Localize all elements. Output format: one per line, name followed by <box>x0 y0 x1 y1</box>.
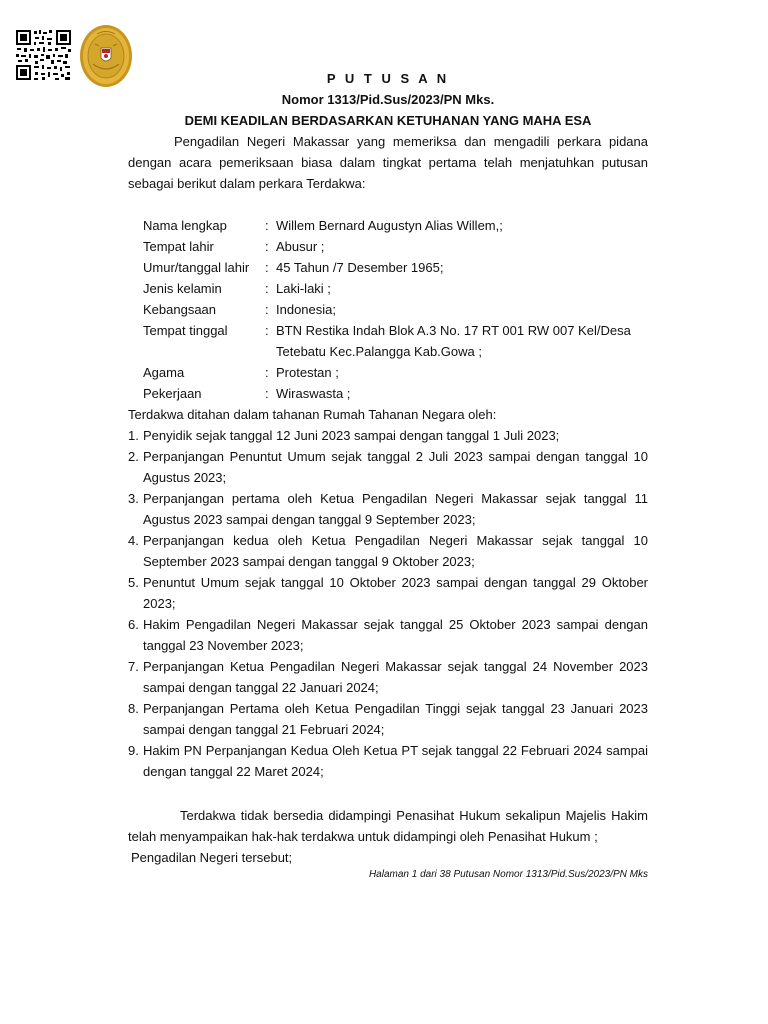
identity-label: Pekerjaan <box>143 386 202 401</box>
colon: : <box>265 386 269 401</box>
identity-value: Indonesia; <box>276 302 336 317</box>
identity-row-name <box>143 215 636 236</box>
legal-counsel-paragraph: Terdakwa tidak bersedia didampingi Penasihat Hukum sekalipun Majelis Hakim telah menyampaikan hak-hak terdakwa untuk didampingi oleh Penasihat Hukum ; <box>128 808 648 844</box>
item-number: 5. <box>128 575 139 590</box>
item-number: 8. <box>128 701 139 716</box>
identity-label: Tempat tinggal <box>143 323 228 338</box>
colon: : <box>265 281 269 296</box>
list-item <box>128 698 648 740</box>
identity-row-address <box>143 320 636 362</box>
court-line: Pengadilan Negeri tersebut; <box>131 850 293 865</box>
item-text: Hakim PN Perpanjangan Kedua Oleh Ketua PT sejak tanggal 22 Februari 2024 sampai dengan tanggal 22 Maret 2024; <box>143 743 648 779</box>
identity-value: Abusur ; <box>276 239 325 254</box>
list-item <box>128 656 648 698</box>
item-text: Perpanjangan Ketua Pengadilan Negeri Makassar sejak tanggal 24 November 2023 sampai dengan tanggal 22 Januari 2024; <box>143 659 648 695</box>
item-text: Penuntut Umum sejak tanggal 10 Oktober 2023 sampai dengan tanggal 29 Oktober 2023; <box>143 575 648 611</box>
identity-label: Kebangsaan <box>143 302 217 317</box>
identity-label: Umur/tanggal lahir <box>143 260 250 275</box>
identity-label: Jenis kelamin <box>143 281 222 296</box>
case-number: Nomor 1313/Pid.Sus/2023/PN Mks. <box>281 92 495 107</box>
identity-label: Nama lengkap <box>143 218 227 233</box>
identity-row-age <box>143 257 636 278</box>
colon: : <box>265 260 269 275</box>
invocation-heading: DEMI KEADILAN BERDASARKAN KETUHANAN YANG MAHA ESA <box>184 113 592 128</box>
colon: : <box>265 302 269 317</box>
list-item <box>128 446 648 488</box>
item-text: Perpanjangan Pertama oleh Ketua Pengadilan Tinggi sejak tanggal 23 Januari 2023 sampai dengan tanggal 21 Februari 2024; <box>143 701 648 737</box>
list-item <box>128 740 648 782</box>
colon: : <box>265 218 269 233</box>
identity-value: Protestan ; <box>276 365 339 380</box>
item-number: 3. <box>128 491 139 506</box>
item-number: 1. <box>128 428 139 443</box>
item-number: 4. <box>128 533 139 548</box>
item-number: 7. <box>128 659 139 674</box>
item-text: Hakim Pengadilan Negeri Makassar sejak tanggal 25 Oktober 2023 sampai dengan tanggal 23 November 2023; <box>143 617 648 653</box>
qr-code <box>15 29 72 81</box>
colon: : <box>265 239 269 254</box>
defendant-identity <box>143 215 636 404</box>
item-number: 6. <box>128 617 139 632</box>
list-item <box>128 572 648 614</box>
identity-value: 45 Tahun /7 Desember 1965; <box>276 260 444 275</box>
identity-row-birthplace <box>143 236 636 257</box>
identity-row-religion <box>143 362 636 383</box>
identity-row-nationality <box>143 299 636 320</box>
colon: : <box>265 365 269 380</box>
page-footer: Halaman 1 dari 38 Putusan Nomor 1313/Pid.Sus/2023/PN Mks <box>368 869 648 880</box>
item-text: Penyidik sejak tanggal 12 Juni 2023 sampai dengan tanggal 1 Juli 2023; <box>143 428 560 443</box>
intro-paragraph: Pengadilan Negeri Makassar yang memeriksa dan mengadili perkara pidana dengan acara pemeriksaan biasa dalam tingkat pertama telah menjatuhkan putusan sebagai berikut dalam perkara Terdakwa: <box>128 134 648 191</box>
identity-value: Laki-laki ; <box>276 281 331 296</box>
detention-list <box>128 425 648 782</box>
identity-value: Willem Bernard Augustyn Alias Willem,; <box>276 218 503 233</box>
list-item <box>128 530 648 572</box>
list-item <box>128 614 648 656</box>
item-text: Perpanjangan Penuntut Umum sejak tanggal 2 Juli 2023 sampai dengan tanggal 10 Agustus 2023; <box>143 449 648 485</box>
colon: : <box>265 323 269 338</box>
court-seal-logo <box>79 24 133 88</box>
list-item <box>128 488 648 530</box>
list-item <box>128 425 648 446</box>
identity-row-sex <box>143 278 636 299</box>
item-text: Perpanjangan pertama oleh Ketua Pengadilan Negeri Makassar sejak tanggal 11 Agustus 2023 sampai dengan tanggal 9 September 2023; <box>143 491 648 527</box>
identity-row-occupation <box>143 383 636 404</box>
item-number: 9. <box>128 743 139 758</box>
identity-label: Agama <box>143 365 185 380</box>
item-text: Perpanjangan kedua oleh Ketua Pengadilan Negeri Makassar sejak tanggal 10 September 2023 sampai dengan tanggal 9 Oktober 2023; <box>143 533 648 569</box>
identity-label: Tempat lahir <box>143 239 214 254</box>
identity-value: Wiraswasta ; <box>276 386 351 401</box>
identity-value: BTN Restika Indah Blok A.3 No. 17 RT 001 RW 007 Kel/Desa Tetebatu Kec.Palangga Kab.Gowa ; <box>276 323 631 359</box>
detention-intro: Terdakwa ditahan dalam tahanan Rumah Tahanan Negara oleh: <box>128 407 497 422</box>
document-title: P U T U S A N <box>326 71 450 86</box>
item-number: 2. <box>128 449 139 464</box>
